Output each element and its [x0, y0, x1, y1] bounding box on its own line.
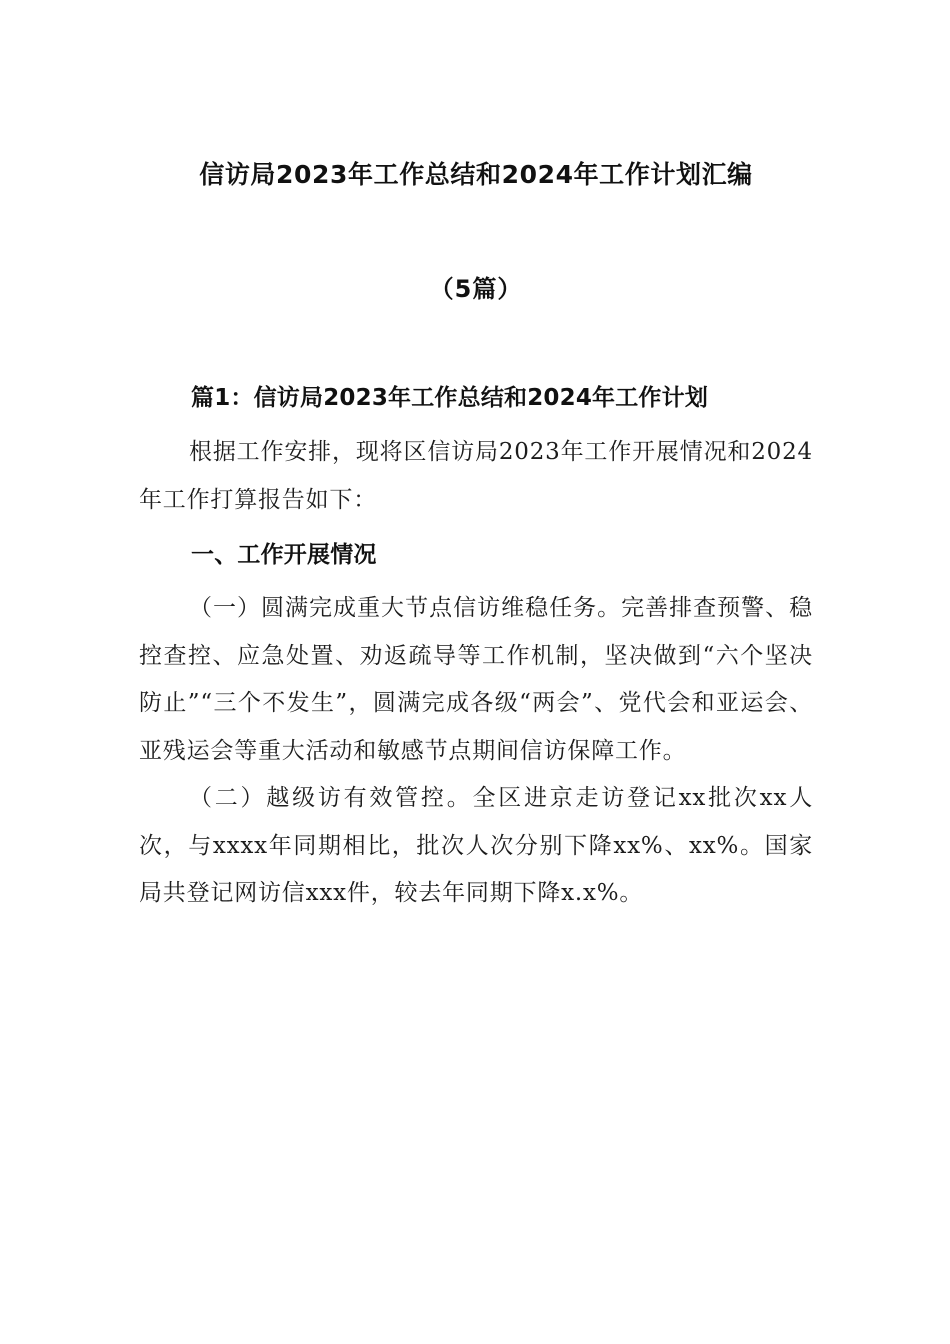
article-item-paragraph-2: （二）越级访有效管控。全区进京走访登记xx批次xx人次，与xxxx年同期相比，批次人次分别下降xx%、xx%。国家局共登记网访信xxx件，较去年同期下降x.x%。 — [139, 785, 813, 906]
article-heading: 篇1：信访局2023年工作总结和2024年工作计划 — [191, 385, 709, 411]
document-title: 信访局2023年工作总结和2024年工作计划汇编 — [199, 160, 753, 189]
section-heading-one: 一、工作开展情况 — [191, 542, 377, 568]
document-subtitle: （5篇） — [429, 275, 523, 303]
article-body — [139, 381, 813, 918]
article-intro-paragraph: 根据工作安排，现将区信访局2023年工作开展情况和2024年工作打算报告如下： — [139, 439, 813, 513]
article-item-paragraph-1: （一）圆满完成重大节点信访维稳任务。完善排查预警、稳控查控、应急处置、劝返疏导等工作机制，坚决做到“六个坚决防止”“三个不发生”，圆满完成各级“两会”、党代会和亚运会、亚残运会等重大活动和敏感节点期间信访保障工作。 — [139, 595, 813, 764]
